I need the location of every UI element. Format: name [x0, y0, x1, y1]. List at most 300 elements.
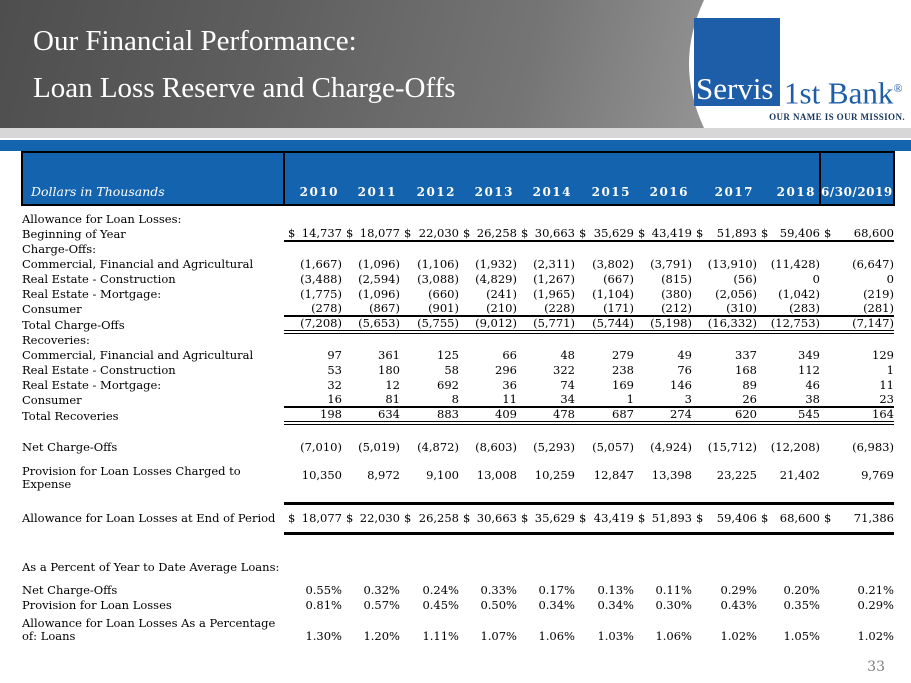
table-row	[22, 347, 894, 362]
table-cell: (1,775)	[300, 287, 342, 301]
page-number: 33	[867, 659, 885, 675]
table-cell: (210)	[459, 301, 517, 316]
table-cell	[400, 503, 459, 533]
column-header-2017: 2017	[692, 152, 757, 205]
table-cell: 11	[459, 392, 517, 407]
table-cell: (8,603)	[475, 440, 517, 454]
table-cell: 1	[575, 392, 634, 407]
spacer-cell	[22, 533, 894, 559]
table-row	[22, 407, 894, 423]
table-cell: 0	[886, 272, 894, 286]
table-cell: 0.33%	[480, 583, 517, 597]
table-cell	[342, 226, 400, 241]
table-cell: 0.11%	[655, 583, 692, 597]
dollar-cell	[575, 512, 634, 525]
table-cell: 12	[385, 378, 400, 392]
table-cell: (15,712)	[707, 440, 757, 454]
table-header-row	[22, 152, 894, 205]
blue-divider-band	[0, 140, 911, 151]
table-cell	[820, 503, 894, 533]
table-row	[22, 377, 894, 392]
table-cell: (1,104)	[592, 287, 634, 301]
table-cell: 16	[284, 392, 342, 407]
row-label-line1: Provision for Loan Losses Charged to	[22, 464, 241, 478]
table-cell: 9,100	[426, 468, 459, 482]
table-cell: (3,088)	[417, 272, 459, 286]
table-cell	[517, 226, 575, 241]
table-cell: 0.57%	[363, 598, 400, 612]
table-row	[22, 332, 894, 347]
table-cell: 49	[677, 348, 692, 362]
table-body	[22, 205, 894, 643]
table-cell: 23	[820, 392, 894, 407]
dollar-sign: $	[761, 226, 769, 240]
table-cell: (219)	[863, 287, 894, 301]
logo-servis-text: Servis	[696, 71, 774, 106]
row-label: Net Charge-Offs	[22, 440, 118, 454]
table-row	[22, 392, 894, 407]
table-cell: (4,829)	[475, 272, 517, 286]
dollar-sign: $	[404, 510, 412, 525]
table-cell: 38	[757, 392, 820, 407]
dollar-sign: $	[696, 226, 704, 240]
table-cell: (11,428)	[770, 257, 820, 271]
table-cell: (667)	[603, 272, 634, 286]
cell-value: 22,030	[418, 226, 459, 240]
table-cell: (2,594)	[358, 272, 400, 286]
row-label-line2: Expense	[22, 477, 72, 491]
dollar-cell	[692, 512, 757, 525]
cell-value: 71,386	[853, 510, 894, 525]
table-cell: (1,267)	[533, 272, 575, 286]
table-cell: 0.34%	[597, 598, 634, 612]
row-label	[22, 612, 284, 643]
table-cell: 0.29%	[720, 583, 757, 597]
row-label: Total Recoveries	[22, 409, 119, 423]
table-cell: (2,056)	[715, 287, 757, 301]
dollar-cell	[517, 227, 575, 240]
table-cell: (5,755)	[400, 316, 459, 332]
dollar-cell	[342, 512, 400, 525]
cell-value: 30,663	[534, 226, 575, 240]
table-cell: (4,872)	[417, 440, 459, 454]
table-row	[22, 439, 894, 454]
dollar-cell	[820, 227, 894, 240]
dollar-cell	[284, 512, 342, 525]
row-label: Net Charge-Offs	[22, 583, 118, 597]
dollar-cell	[459, 512, 517, 525]
column-header-2014: 2014	[517, 152, 575, 205]
row-label-line1: Allowance for Loan Losses As a Percentage	[22, 616, 276, 630]
table-cell: 279	[612, 348, 634, 362]
table-cell: 478	[517, 407, 575, 423]
row-label: Beginning of Year	[22, 227, 126, 241]
dollar-sign: $	[521, 510, 529, 525]
table-cell: 322	[553, 363, 575, 377]
table-cell: (1,965)	[533, 287, 575, 301]
column-header-2012: 2012	[400, 152, 459, 205]
dollar-sign: $	[638, 226, 646, 240]
table-cell: (16,332)	[692, 316, 757, 332]
table-cell: 74	[560, 378, 575, 392]
table-cell	[634, 503, 692, 533]
table-cell: (5,744)	[575, 316, 634, 332]
table-cell: 168	[735, 363, 757, 377]
spacer-cell	[22, 423, 894, 439]
table-cell	[459, 503, 517, 533]
table-cell: 1.11%	[422, 629, 459, 643]
dollar-cell	[757, 512, 820, 525]
table-cell: (5,198)	[634, 316, 692, 332]
row-label: Real Estate - Mortgage:	[22, 378, 162, 392]
cell-value: 14,737	[301, 226, 342, 240]
cell-value: 30,663	[476, 510, 517, 525]
table-cell: (1,096)	[358, 257, 400, 271]
dollar-sign: $	[579, 510, 587, 525]
table-cell: 687	[575, 407, 634, 423]
table-cell: 0.29%	[857, 598, 894, 612]
table-cell: 11	[879, 378, 894, 392]
cell-value: 51,893	[716, 226, 757, 240]
gray-divider-band	[0, 128, 911, 138]
table-cell: 361	[378, 348, 400, 362]
table-cell: (13,910)	[707, 257, 757, 271]
table-cell: (281)	[820, 301, 894, 316]
table-cell: 9,769	[861, 468, 894, 482]
table-cell: 13,398	[651, 468, 692, 482]
financial-table-wrapper	[21, 151, 911, 643]
row-label: Real Estate - Mortgage:	[22, 287, 162, 301]
row-label: Real Estate - Construction	[22, 363, 176, 377]
cell-value: 43,419	[651, 226, 692, 240]
table-cell: 112	[798, 363, 820, 377]
row-label: Consumer	[22, 393, 82, 407]
table-cell	[284, 503, 342, 533]
table-cell: (867)	[342, 301, 400, 316]
table-row	[22, 423, 894, 439]
dollar-sign: $	[824, 510, 832, 525]
logo-1st-bank-label: 1st Bank	[784, 75, 894, 111]
dollar-cell	[575, 227, 634, 240]
table-cell: 274	[634, 407, 692, 423]
dollar-sign: $	[346, 226, 354, 240]
table-cell: 164	[820, 407, 894, 423]
table-cell: (5,057)	[592, 440, 634, 454]
table-cell: 0.17%	[538, 583, 575, 597]
table-cell: 58	[444, 363, 459, 377]
table-cell: 0.21%	[857, 583, 894, 597]
table-cell	[284, 226, 342, 241]
table-cell: 3	[634, 392, 692, 407]
table-row	[22, 503, 894, 533]
dollar-cell	[400, 227, 459, 240]
row-label: Allowance for Loan Losses at End of Period	[22, 510, 276, 525]
table-cell: 23,225	[716, 468, 757, 482]
cell-value: 22,030	[359, 510, 400, 525]
table-row	[22, 271, 894, 286]
cell-value: 59,406	[716, 510, 757, 525]
table-cell: (228)	[517, 301, 575, 316]
table-cell: 620	[692, 407, 757, 423]
table-cell: 1.02%	[857, 629, 894, 643]
table-cell: (1,042)	[778, 287, 820, 301]
table-row	[22, 316, 894, 332]
table-row	[22, 301, 894, 316]
cell-value: 26,258	[476, 226, 517, 240]
table-cell: 129	[872, 348, 894, 362]
table-cell	[692, 503, 757, 533]
dollar-sign: $	[288, 226, 296, 240]
dollar-cell	[634, 227, 692, 240]
table-cell: (3,791)	[650, 257, 692, 271]
table-cell: 169	[612, 378, 634, 392]
table-cell: (380)	[661, 287, 692, 301]
spacer-cell	[22, 574, 894, 582]
table-cell	[459, 226, 517, 241]
table-cell	[820, 226, 894, 241]
table-cell: 0.32%	[363, 583, 400, 597]
column-header-2018: 2018	[757, 152, 820, 205]
cell-value: 68,600	[853, 226, 894, 240]
row-label: Allowance for Loan Losses:	[22, 212, 182, 226]
spacer-cell	[22, 491, 894, 503]
table-cell: (3,488)	[300, 272, 342, 286]
table-cell: 53	[327, 363, 342, 377]
table-row	[22, 241, 894, 256]
table-row	[22, 491, 894, 503]
bank-logo	[676, 0, 911, 128]
table-cell	[400, 226, 459, 241]
table-cell: 76	[677, 363, 692, 377]
table-cell: 0.34%	[538, 598, 575, 612]
table-cell: 32	[327, 378, 342, 392]
table-row	[22, 612, 894, 643]
table-cell	[757, 226, 820, 241]
dollar-cell	[342, 227, 400, 240]
table-row	[22, 582, 894, 597]
column-header-2010: 2010	[284, 152, 342, 205]
dollar-cell	[400, 512, 459, 525]
dollar-sign: $	[346, 510, 354, 525]
table-cell: 349	[798, 348, 820, 362]
table-cell: 0.81%	[305, 598, 342, 612]
table-cell: (12,208)	[770, 440, 820, 454]
table-cell: (1,667)	[300, 257, 342, 271]
table-cell: 634	[342, 407, 400, 423]
table-cell: (1,106)	[417, 257, 459, 271]
table-cell: (6,983)	[852, 440, 894, 454]
table-row	[22, 533, 894, 559]
dollar-sign: $	[824, 226, 832, 240]
table-cell: 48	[560, 348, 575, 362]
slide-header	[0, 0, 911, 128]
table-cell: 36	[502, 378, 517, 392]
table-cell: 12,847	[593, 468, 634, 482]
table-cell: 198	[284, 407, 342, 423]
cell-value: 68,600	[779, 510, 820, 525]
table-cell	[692, 226, 757, 241]
column-header-2015: 2015	[575, 152, 634, 205]
table-cell: 10,259	[534, 468, 575, 482]
table-cell: 8,972	[367, 468, 400, 482]
dollar-cell	[284, 227, 342, 240]
table-cell: (212)	[634, 301, 692, 316]
table-cell: 0.55%	[305, 583, 342, 597]
table-cell: 0.50%	[480, 598, 517, 612]
table-cell: 0.13%	[597, 583, 634, 597]
table-row	[22, 256, 894, 271]
table-cell: (7,147)	[820, 316, 894, 332]
table-cell: 1.30%	[305, 629, 342, 643]
table-cell: 146	[670, 378, 692, 392]
row-label-line2: of: Loans	[22, 629, 76, 643]
table-cell: 1.05%	[783, 629, 820, 643]
table-cell	[634, 226, 692, 241]
cell-value: 59,406	[779, 226, 820, 240]
table-cell: 1.06%	[655, 629, 692, 643]
page-title	[33, 18, 456, 112]
dollar-cell	[757, 227, 820, 240]
table-cell: 1.02%	[720, 629, 757, 643]
table-cell: 13,008	[476, 468, 517, 482]
table-cell: (660)	[428, 287, 459, 301]
dollar-sign: $	[696, 510, 704, 525]
table-cell: (171)	[575, 301, 634, 316]
table-cell	[517, 503, 575, 533]
table-cell: (1,096)	[358, 287, 400, 301]
table-cell: 10,350	[301, 468, 342, 482]
logo-1st-bank-text	[784, 73, 903, 111]
table-cell: 34	[517, 392, 575, 407]
table-cell: 0.20%	[783, 583, 820, 597]
row-label: Consumer	[22, 302, 82, 316]
table-row	[22, 559, 894, 574]
cell-value: 18,077	[301, 510, 342, 525]
table-cell: (5,771)	[517, 316, 575, 332]
table-cell: (4,924)	[650, 440, 692, 454]
table-row	[22, 460, 894, 491]
cell-value: 26,258	[418, 510, 459, 525]
table-cell: (5,653)	[342, 316, 400, 332]
table-cell: (9,012)	[459, 316, 517, 332]
table-cell: (901)	[400, 301, 459, 316]
table-cell: (815)	[661, 272, 692, 286]
title-line-1: Our Financial Performance:	[33, 25, 357, 57]
table-cell: (12,753)	[757, 316, 820, 332]
table-cell: (56)	[733, 272, 757, 286]
table-cell: 46	[805, 378, 820, 392]
table-cell: 8	[400, 392, 459, 407]
row-label: Commercial, Financial and Agricultural	[22, 348, 254, 362]
loan-loss-table	[21, 151, 895, 643]
table-cell: 0.45%	[422, 598, 459, 612]
dollar-sign: $	[463, 510, 471, 525]
table-cell: 81	[342, 392, 400, 407]
table-cell: (310)	[692, 301, 757, 316]
table-cell: 1.20%	[363, 629, 400, 643]
cell-value: 35,629	[534, 510, 575, 525]
table-cell: 21,402	[779, 468, 820, 482]
table-header	[22, 152, 894, 205]
table-row	[22, 211, 894, 226]
column-header-2016: 2016	[634, 152, 692, 205]
table-cell: (278)	[284, 301, 342, 316]
table-cell: (1,932)	[475, 257, 517, 271]
table-row	[22, 226, 894, 241]
table-cell: (7,208)	[284, 316, 342, 332]
table-cell: 545	[757, 407, 820, 423]
table-cell: 89	[742, 378, 757, 392]
logo-tagline: OUR NAME IS OUR MISSION.	[769, 112, 905, 122]
table-cell: (5,019)	[358, 440, 400, 454]
table-cell: 692	[437, 378, 459, 392]
table-cell: 97	[327, 348, 342, 362]
table-cell	[575, 226, 634, 241]
row-label: Provision for Loan Losses	[22, 598, 172, 612]
title-line-2: Loan Loss Reserve and Charge-Offs	[33, 72, 456, 104]
table-cell: 409	[459, 407, 517, 423]
dollar-cell	[459, 227, 517, 240]
table-cell: 0	[812, 272, 820, 286]
dollar-cell	[634, 512, 692, 525]
table-cell: 0.24%	[422, 583, 459, 597]
cell-value: 51,893	[651, 510, 692, 525]
table-cell: 66	[502, 348, 517, 362]
column-header-2011: 2011	[342, 152, 400, 205]
table-row	[22, 362, 894, 377]
table-cell: (3,802)	[592, 257, 634, 271]
table-cell: 0.30%	[655, 598, 692, 612]
table-cell: 1	[886, 363, 894, 377]
table-cell: 125	[437, 348, 459, 362]
row-label: Recoveries:	[22, 333, 90, 347]
table-unit-label: Dollars in Thousands	[22, 152, 284, 205]
table-row	[22, 286, 894, 301]
dollar-sign: $	[521, 226, 529, 240]
cell-value: 43,419	[593, 510, 634, 525]
table-cell: (7,010)	[300, 440, 342, 454]
table-cell: (241)	[486, 287, 517, 301]
row-label: Charge-Offs:	[22, 242, 96, 256]
table-cell: (6,647)	[852, 257, 894, 271]
dollar-sign: $	[761, 510, 769, 525]
registered-trademark-icon: ®	[893, 81, 903, 95]
row-label: Commercial, Financial and Agricultural	[22, 257, 254, 271]
dollar-sign: $	[638, 510, 646, 525]
table-cell: 337	[735, 348, 757, 362]
table-row	[22, 597, 894, 612]
row-label: As a Percent of Year to Date Average Loans:	[22, 560, 280, 574]
table-cell: 26	[692, 392, 757, 407]
cell-value: 18,077	[359, 226, 400, 240]
dollar-sign: $	[288, 510, 296, 525]
table-cell: 1.03%	[597, 629, 634, 643]
dollar-cell	[517, 512, 575, 525]
dollar-sign: $	[404, 226, 412, 240]
table-cell: (2,311)	[533, 257, 575, 271]
table-cell	[342, 503, 400, 533]
dollar-sign: $	[579, 226, 587, 240]
dollar-sign: $	[463, 226, 471, 240]
table-cell: 1.07%	[480, 629, 517, 643]
table-cell: (5,293)	[533, 440, 575, 454]
table-cell: 296	[495, 363, 517, 377]
row-label: Total Charge-Offs	[22, 318, 125, 332]
table-cell: 883	[400, 407, 459, 423]
row-label: Real Estate - Construction	[22, 272, 176, 286]
table-cell	[575, 503, 634, 533]
table-cell: 1.06%	[538, 629, 575, 643]
